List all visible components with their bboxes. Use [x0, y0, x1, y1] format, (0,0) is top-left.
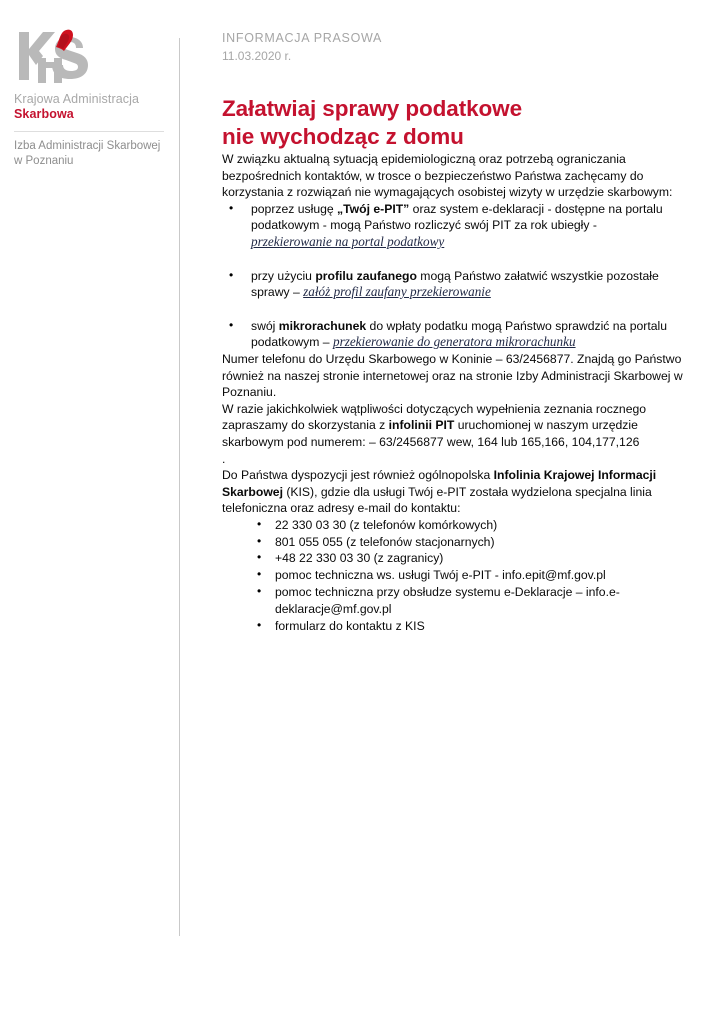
masthead-divider — [14, 131, 164, 132]
infolinia-paragraph — [222, 401, 684, 451]
link-profil-zaufany[interactable]: załóż profil zaufany przekierowanie — [303, 284, 491, 300]
list-item — [251, 268, 684, 301]
infolinia-text-a: W razie jakichkolwiek wątpliwości dotyczących wypełnienia zeznania rocznego zapraszamy do skorzystania z — [222, 401, 647, 433]
list-item: • pomoc techniczna przy obsłudze systemu e-Deklaracje – info.e-deklaracje@mf.gov.pl — [275, 584, 684, 618]
org-name-line2: Skarbowa — [14, 107, 74, 121]
bullet-1-text-b: oraz system e-deklaracji - dostępne na portalu podatkowym - mogą Państwo rozliczyć swój PIT za rok ubiegły - — [251, 201, 663, 233]
link-portal-podatkowy[interactable]: przekierowanie na portal podatkowy — [251, 233, 445, 249]
infolinia-bold: infolinii PIT — [388, 418, 455, 433]
kis-text-a: Do Państwa dyspozycji jest również ogólnopolska — [222, 468, 494, 483]
bullet-3-text-a: swój — [251, 318, 279, 333]
list-item: • +48 22 330 03 30 (z zagranicy) — [275, 550, 684, 567]
kis-paragraph — [222, 467, 684, 517]
bullet-2-bold: profilu zaufanego — [315, 268, 417, 283]
kis-bold: Infolinia Krajowej Informacji Skarbowej — [222, 468, 657, 499]
org-name-line1: Krajowa Administracja — [14, 92, 140, 106]
bullet-1-bold: „Twój e-PIT” — [337, 201, 410, 216]
kas-logo-icon — [17, 28, 95, 86]
kis-text-b: (KIS), gdzie dla usługi Twój e-PIT została wydzielona specjalna linia telefoniczna oraz adresy e-mail do kontaktu: — [222, 484, 652, 516]
content-column — [222, 30, 684, 634]
list-item — [251, 318, 684, 351]
infolinia-text-b: uruchomionej w naszym urzędzie skarbowym pod numerem: – 63/2456877 wew, 164 lub 165,166, 104,177,126 — [222, 418, 640, 449]
page-title — [222, 95, 684, 151]
contacts-list — [222, 517, 684, 635]
stray-period-paragraph: . — [222, 451, 226, 466]
bullet-2-text-a: przy użyciu — [251, 268, 316, 283]
solutions-list — [222, 201, 684, 351]
list-item: • 22 330 03 30 (z telefonów komórkowych) — [275, 517, 684, 534]
org-unit-line1: Izba Administracji Skarbowej — [14, 140, 161, 152]
list-item: • formularz do kontaktu z KIS — [275, 618, 684, 635]
bullet-2-text-b: mogą Państwo załatwić wszystkie pozostałe sprawy – — [251, 268, 659, 300]
intro-paragraph: W związku aktualną sytuacją epidemiologiczną oraz potrzebą ograniczania bezpośrednich kontaktów, w trosce o bezpieczeństwo Państwa zachęcamy do korzystania z rozwiązań nie wymagających osobistej wizyty w urzędzie skarbowym: — [222, 152, 673, 200]
bullet-1-text-a: poprzez usługę — [251, 201, 338, 216]
org-unit-line2: w Poznaniu — [14, 154, 74, 167]
list-item: • 801 055 055 (z telefonów stacjonarnych) — [275, 534, 684, 551]
page-title-line2: nie wychodząc z domu — [222, 124, 464, 149]
press-release-date: 11.03.2020 r. — [222, 49, 292, 63]
bullet-3-bold: mikrorachunek — [278, 318, 367, 333]
list-item: • pomoc techniczna ws. usługi Twój e-PIT - info.epit@mf.gov.pl — [275, 567, 684, 584]
press-release-kicker: INFORMACJA PRASOWA — [222, 31, 383, 45]
column-divider — [179, 38, 180, 936]
link-generator-mikrorachunku[interactable]: przekierowanie do generatora mikrorachunku — [332, 334, 576, 350]
bullet-3-text-b: do wpłaty podatku mogą Państwo sprawdzić na portalu podatkowym – — [251, 318, 667, 350]
page-title-line1: Załatwiaj sprawy podatkowe — [222, 96, 522, 121]
phone-paragraph: Numer telefonu do Urzędu Skarbowego w Koninie – 63/2456877. Znajdą go Państwo również na naszej stronie internetowej oraz na stronie Izby Administracji Skarbowej w Poznaniu. — [222, 351, 683, 400]
masthead — [14, 28, 166, 168]
list-item — [251, 201, 684, 251]
